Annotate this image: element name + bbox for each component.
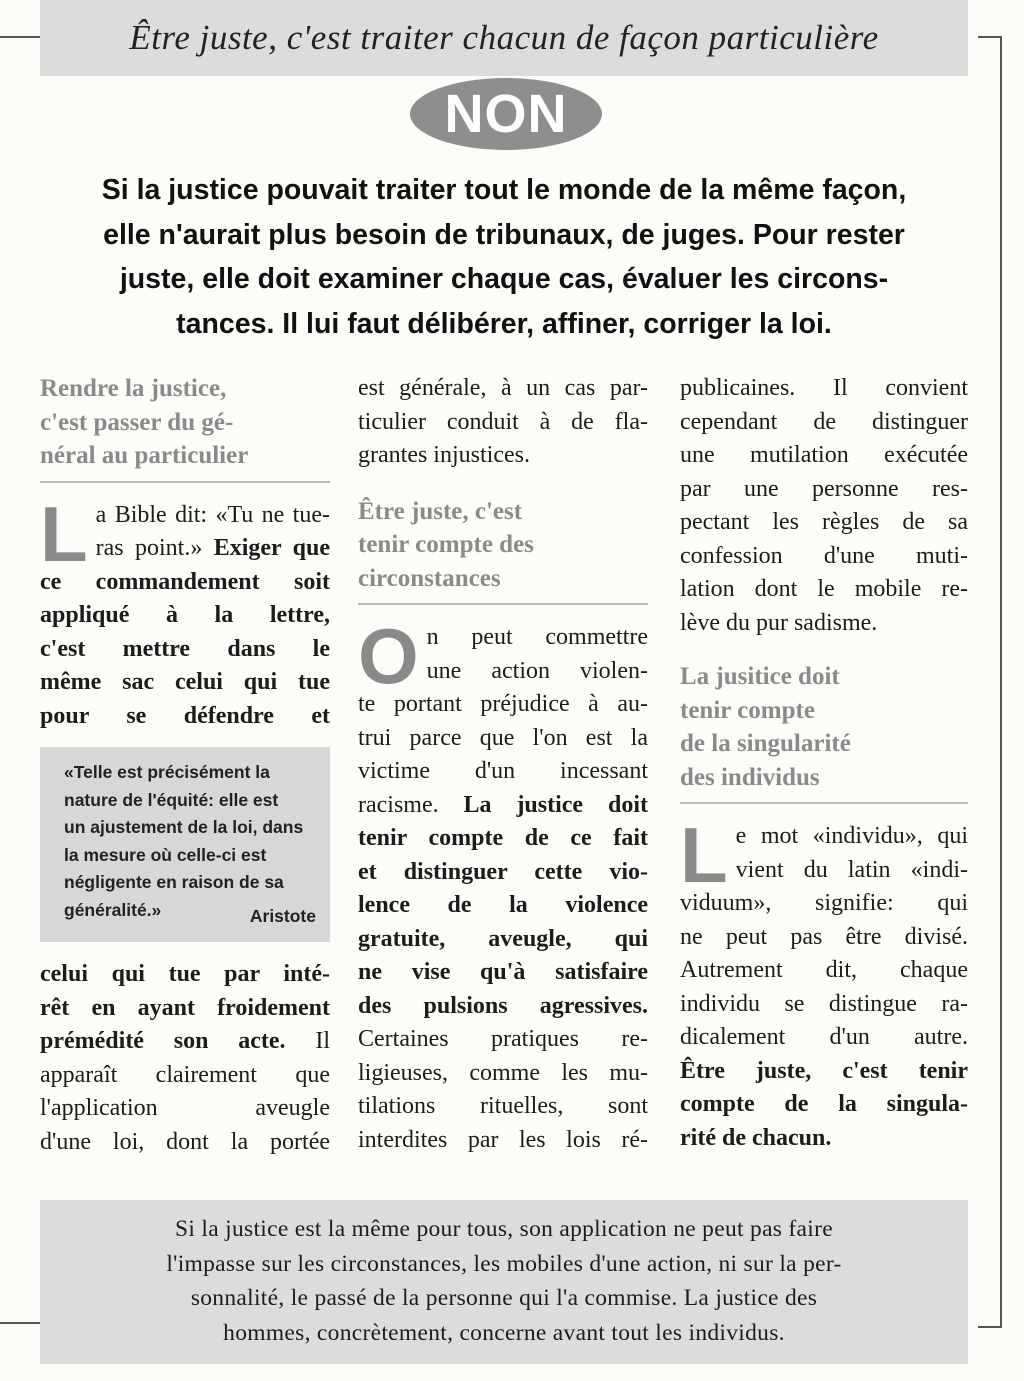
drop-cap: O	[358, 612, 419, 700]
body-line: cependant de distinguer	[680, 408, 968, 435]
conclusion-line: hommes, concrètement, concerne avant tout les individus.	[223, 1319, 785, 1346]
body-line: vient du latin «indi-	[735, 856, 968, 883]
subhead-line: néral au particulier	[40, 442, 249, 469]
body-line: une action violen-	[426, 657, 648, 684]
subhead-line: tenir compte des	[358, 531, 534, 558]
column-2	[358, 372, 648, 1157]
body-line: Certaines pratiques re-	[358, 1026, 648, 1052]
body-line: ne vise qu'à satisfaire	[358, 959, 648, 985]
body-line: celui qui tue par inté-	[40, 961, 330, 987]
body-line: interdites par les lois ré-	[358, 1126, 648, 1153]
subhead-line: tenir compte	[680, 696, 815, 724]
body-line: gratuite, aveugle, qui	[358, 925, 648, 952]
body-line: a Bible dit: «Tu ne tue-	[95, 501, 330, 528]
quote-line: la mesure où celle-ci est	[64, 844, 267, 865]
quote-line: nature de l'équité: elle est	[64, 789, 279, 810]
body-text: Il	[285, 1028, 330, 1054]
body-text-bold: Exiger que	[213, 535, 330, 561]
body-line: des pulsions agressives.	[358, 992, 648, 1019]
subhead-line: Rendre la justice,	[40, 375, 227, 402]
body-line: tilations rituelles, sont	[358, 1093, 648, 1119]
body-line: victime d'un incessant	[358, 758, 648, 784]
quote-line: négligente en raison de sa	[64, 872, 284, 892]
thesis-line: elle n'aurait plus besoin de tribunaux, de juges. Pour rester	[103, 218, 905, 251]
body-line: ne peut pas être divisé.	[680, 923, 968, 950]
body-line: grantes injustices.	[358, 442, 530, 468]
drop-cap: L	[680, 811, 728, 899]
body-line: et distinguer cette vio-	[358, 858, 648, 885]
drop-cap: L	[40, 489, 88, 578]
body-text-bold: La justice doit	[463, 791, 648, 818]
body-line: l'application aveugle	[40, 1095, 330, 1121]
body-line	[40, 1025, 330, 1059]
body-line: est générale, à un cas par-	[358, 375, 648, 401]
thesis-statement	[40, 168, 968, 346]
column-2-subhead	[358, 495, 648, 606]
body-line: ligieuses, comme les mu-	[358, 1059, 648, 1086]
body-line: par une personne res-	[680, 475, 968, 502]
quote-line: «Telle est précisément la	[64, 762, 270, 782]
quote-box	[40, 747, 330, 942]
frame-rule-left	[0, 36, 40, 38]
column-3	[680, 372, 968, 1155]
subhead-line: La jusitice doit	[680, 663, 840, 690]
body-line: pectant les règles de sa	[680, 509, 968, 535]
body-line	[96, 532, 330, 566]
quote-last-row	[64, 897, 316, 931]
body-line: dicalement d'un autre.	[680, 1024, 968, 1050]
body-line: n peut commettre	[426, 624, 648, 650]
frame-border-right	[978, 36, 1002, 1328]
conclusion-line: sonnalité, le passé de la personne qui l'a commise. La justice des	[190, 1285, 818, 1311]
body-line: c'est mettre dans le	[40, 635, 330, 662]
body-text-bold: prémédité son acte.	[40, 1028, 286, 1054]
body-line: tenir compte de ce fait	[358, 825, 648, 851]
column-1-subhead	[40, 372, 330, 483]
body-line: Autrement dit, chaque	[680, 957, 968, 983]
body-line: rité de chacun.	[680, 1124, 832, 1151]
body-line: lence de la violence	[358, 892, 648, 918]
subhead-line: de la singularité	[680, 730, 851, 757]
body-line: trui parce que l'on est la	[358, 724, 648, 751]
page-title: Être juste, c'est traiter chacun de façon particulière	[129, 18, 879, 57]
conclusion-line: l'impasse sur les circonstances, les mobiles d'une action, ni sur la per-	[166, 1250, 842, 1277]
body-line: individu se distingue ra-	[680, 990, 968, 1017]
verdict-badge: NON	[410, 78, 602, 150]
body-line: compte de la singula-	[680, 1091, 968, 1117]
thesis-line: tances. Il lui faut délibérer, affiner, corriger la loi.	[176, 307, 832, 340]
quote-line: généralité.»	[64, 899, 162, 920]
conclusion-box	[40, 1200, 968, 1364]
frame-rule-bottom-left	[0, 1322, 40, 1324]
column-3-subhead	[680, 660, 968, 804]
body-line	[358, 789, 648, 823]
body-text: racisme.	[358, 791, 464, 818]
body-line: e mot «individu», qui	[735, 823, 968, 849]
body-line: publicaines. Il convient	[680, 375, 968, 401]
body-line: lation dont le mobile re-	[680, 576, 968, 602]
title-band	[40, 0, 968, 76]
conclusion-line: Si la justice est la même pour tous, son application ne peut pas faire	[175, 1216, 833, 1242]
body-line: confession d'une muti-	[680, 542, 968, 569]
thesis-line: juste, elle doit examiner chaque cas, évaluer les circons-	[119, 263, 889, 295]
body-line: ticulier conduit à de fla-	[358, 408, 648, 435]
quote-line: un ajustement de la loi, dans	[64, 817, 304, 837]
body-line: pour se défendre et	[40, 702, 330, 729]
thesis-line: Si la justice pouvait traiter tout le monde de la même façon,	[101, 174, 907, 206]
body-line: d'une loi, dont la portée	[40, 1128, 330, 1155]
body-line: Être juste, c'est tenir	[680, 1057, 968, 1084]
body-text: ras point.»	[95, 535, 214, 561]
body-line: ce commandement soit	[40, 568, 330, 595]
body-line: viduum», signifie: qui	[680, 890, 968, 916]
body-line: rêt en ayant froidement	[40, 994, 330, 1021]
column-1	[40, 372, 330, 1159]
quote-author: Aristote	[249, 905, 316, 926]
subhead-line: circonstances	[358, 564, 501, 592]
body-line: te portant préjudice à au-	[358, 691, 648, 717]
body-line: apparaît clairement que	[40, 1061, 330, 1088]
subhead-line: c'est passer du gé-	[40, 408, 234, 436]
subhead-line: Être juste, c'est	[358, 497, 523, 525]
subhead-line: des individus	[680, 763, 820, 791]
body-line: même sac celui qui tue	[40, 669, 330, 695]
body-line: appliqué à la lettre,	[40, 602, 330, 628]
body-line: lève du pur sadisme.	[680, 609, 878, 636]
body-line: une mutilation exécutée	[680, 442, 968, 468]
